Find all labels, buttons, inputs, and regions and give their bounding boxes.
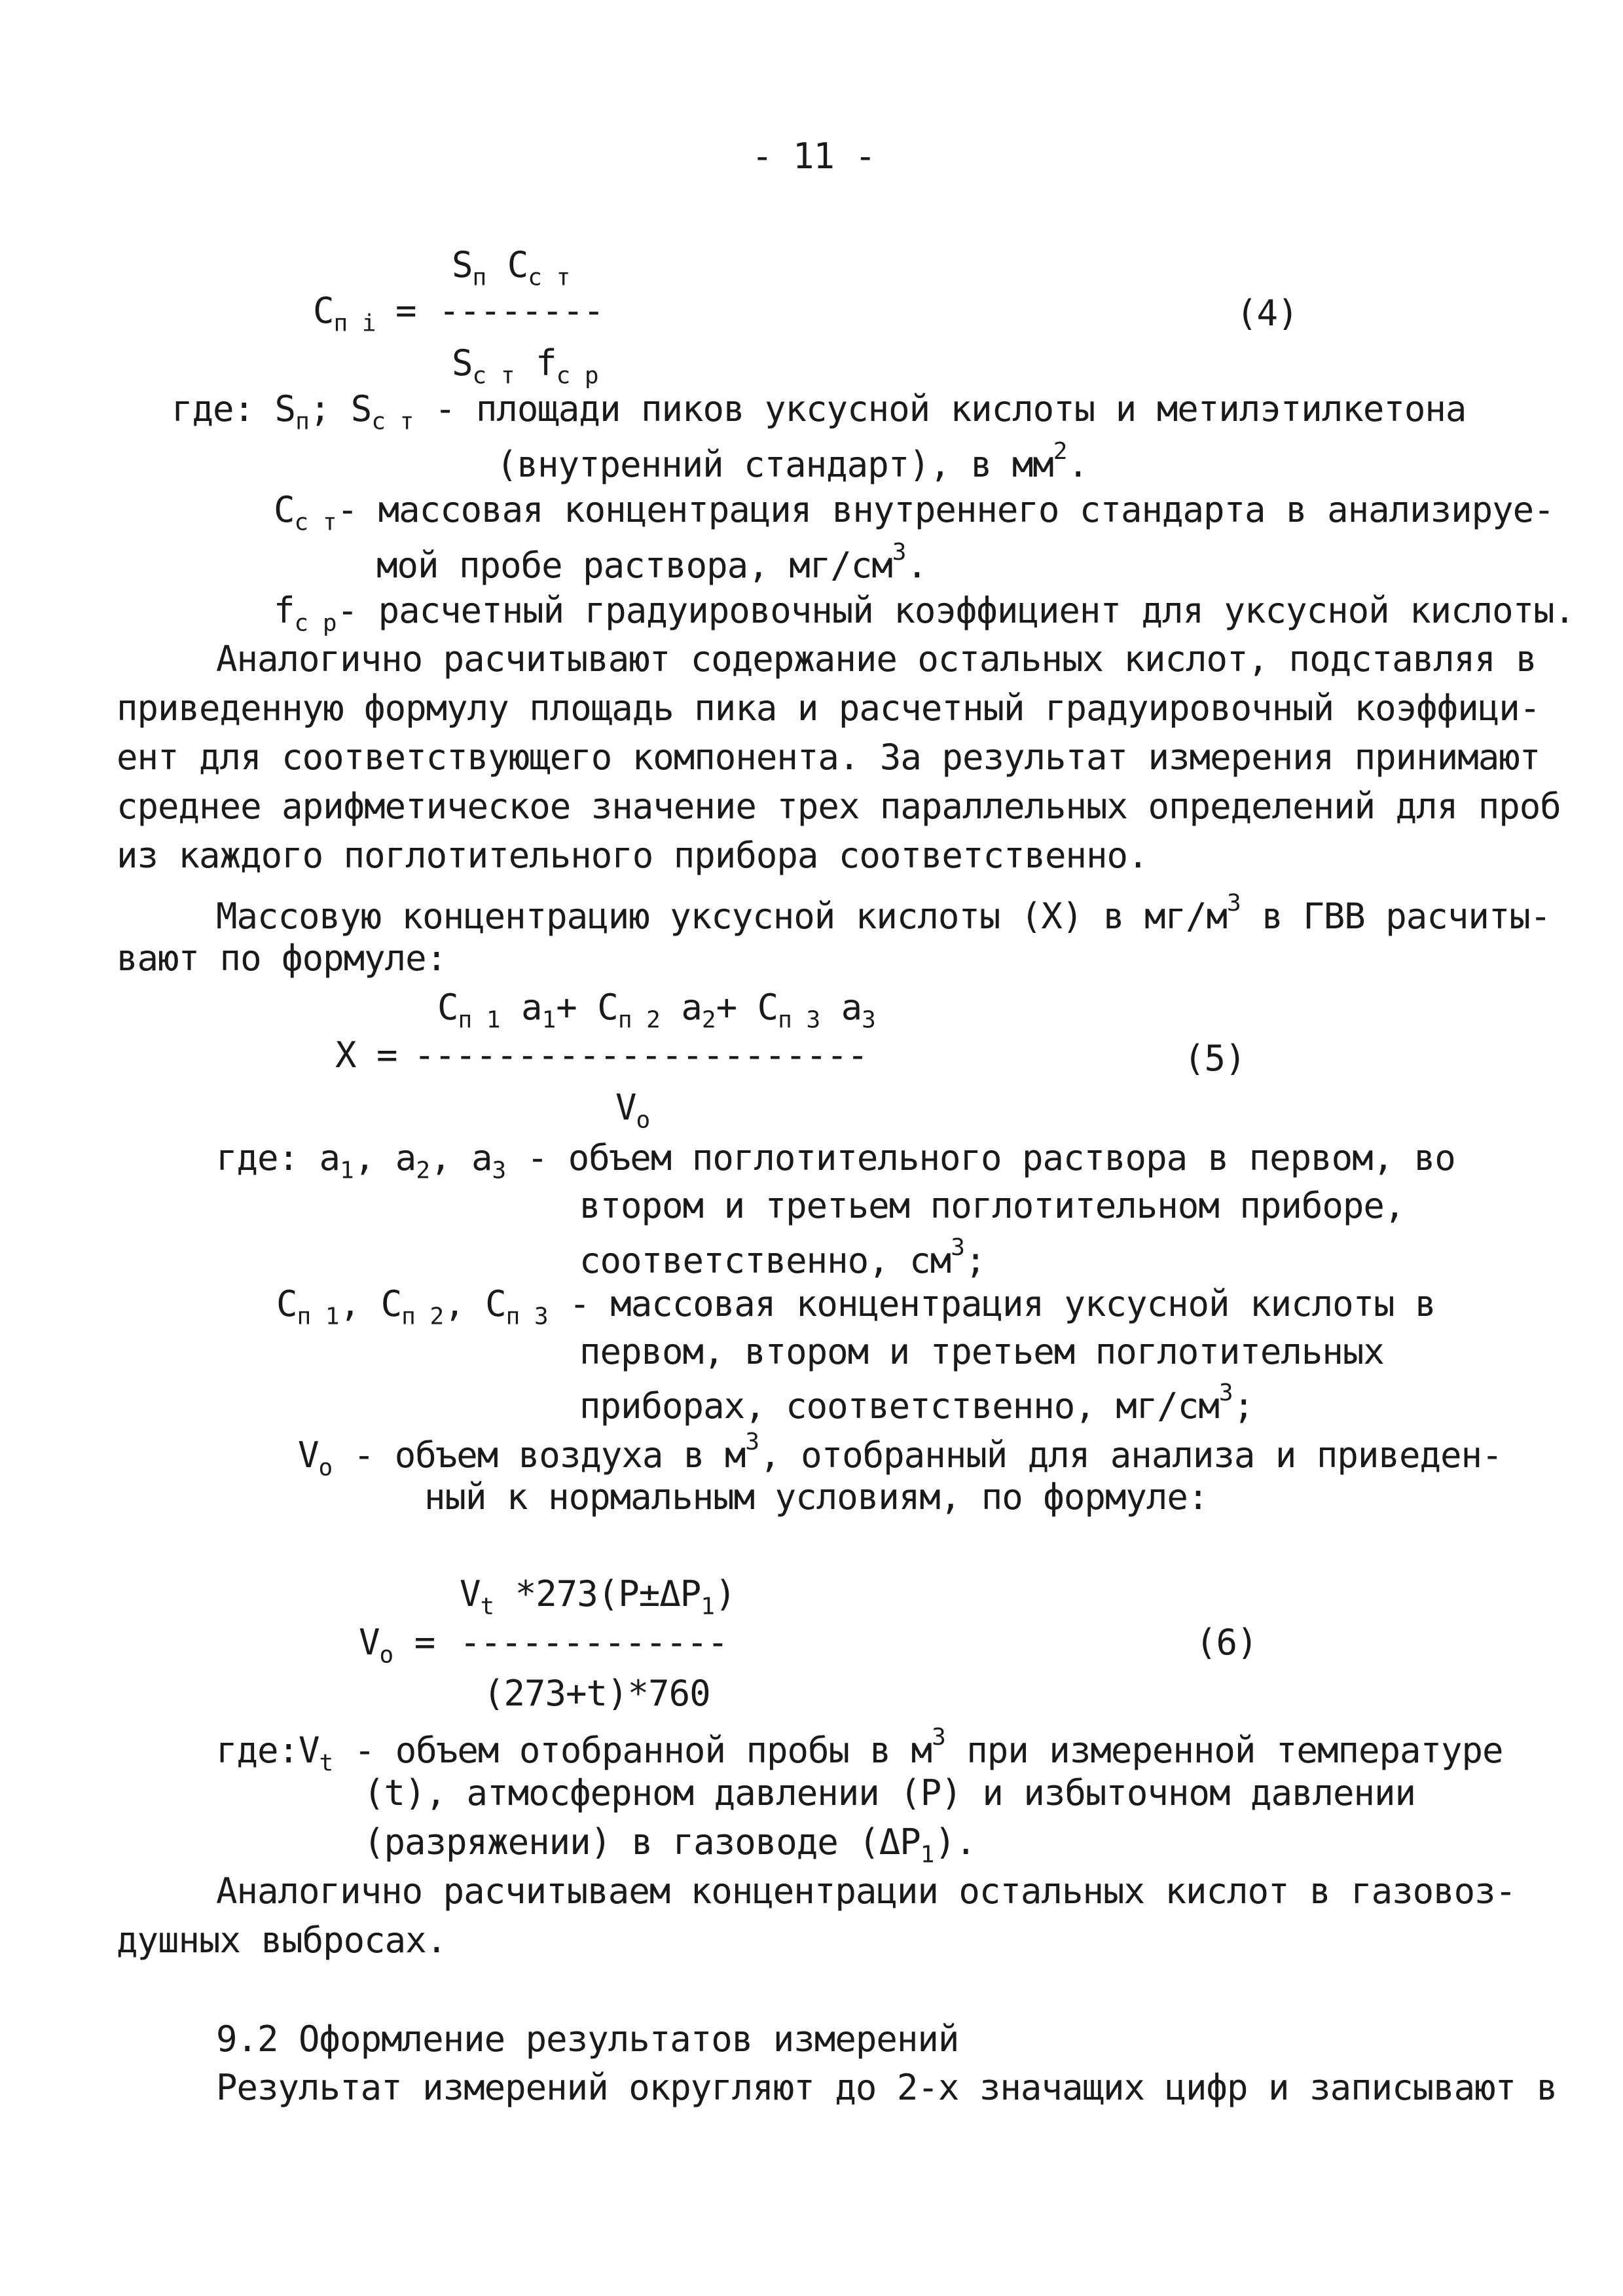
- where-5-line-6: приборах, соответственно, $мг/см^3$;: [579, 1379, 1254, 1427]
- formula-5-denominator: $V_о$: [615, 1087, 651, 1134]
- where-5-line-8: ный к нормальным условиям, по формуле:: [424, 1476, 1209, 1518]
- page-number: - 11 -: [752, 136, 876, 177]
- formula-4-number: (4): [1236, 293, 1298, 334]
- where-4-line-3: $C_{с т}-$ массовая концентрация внутреннего стандарта в анализируе-: [274, 489, 1554, 536]
- where-5-line-7: $V_о$ - объем воздуха в $м^3$, отобранный для анализа и приведен-: [298, 1429, 1503, 1482]
- where-4-line-2: (внутренний стандарт), в $мм^2$.: [496, 438, 1088, 485]
- formula-5-number: (5): [1184, 1038, 1246, 1079]
- formula-6-fraction-bar: -------------: [460, 1622, 728, 1663]
- formula-6-numerator: $V_t$ $*273(P\pm\Delta P_1)$: [460, 1573, 736, 1620]
- formula-6-denominator: (273+t)*760: [483, 1673, 710, 1714]
- where-6-line-3: (разряжении) в газоводе $(\Delta P_1)$.: [363, 1821, 976, 1868]
- formula-6-number: (6): [1195, 1622, 1258, 1663]
- para3-line: душных выбросах.: [117, 1920, 447, 1961]
- where-4-line-4: мой пробе раствора, $мг/см^3$.: [376, 539, 927, 586]
- where-6-line-1: $где:V_t$ - объем отобранной пробы в $м^3$ при измеренной температуре: [216, 1724, 1503, 1777]
- where-5-line-1: где: $a_1$, $a_2$, $a_3$ - объем поглотительного раствора в первом, во: [216, 1137, 1455, 1184]
- para1-line: среднее арифметическое значение трех параллельных определений для проб: [117, 786, 1561, 827]
- section-heading: 9.2 Оформление результатов измерений: [216, 2018, 959, 2060]
- where-4-line-1: где: $S_п$; $S_{с т}$ - площади пиков уксусной кислоты и метилэтилкетона: [172, 388, 1467, 435]
- where-5-line-4: $C_{п 1}$, $C_{п 2}$, $C_{п 3}$ - массовая концентрация уксусной кислоты в: [276, 1283, 1436, 1330]
- formula-5-numerator: $C_{п 1}$ $a_1+ C_{п 2}$ $a_2+ C_{п 3}$ $a_3$: [437, 987, 876, 1034]
- formula-4-equals: =: [395, 290, 416, 331]
- formula-4-lhs: $C_{п i}$: [313, 290, 376, 337]
- section-text: Результат измерений округляют до 2-х значащих цифр и записывают в: [216, 2067, 1558, 2108]
- para2-line-1: Массовую концентрацию уксусной кислоты (X) в $мг/м^3$ в ГВВ расчиты-: [216, 890, 1551, 937]
- formula-4-fraction-bar: --------: [439, 290, 604, 331]
- formula-4-numerator: $S_п$ $C_{с т}$: [452, 244, 571, 291]
- formula-5-fraction-bar: ----------------------: [414, 1034, 868, 1076]
- where-4-line-5: $f_{с р}-$ расчетный градуировочный коэффициент для уксусной кислоты.: [274, 590, 1575, 637]
- formula-6-lhs: $V_о$ =: [359, 1622, 435, 1669]
- formula-4-denominator: $S_{с т}$ $f_{с р}$: [452, 342, 599, 390]
- where-6-line-2: (t), атмосферном давлении (P) и избыточном давлении: [363, 1772, 1416, 1813]
- para2-line-2: вают по формуле:: [117, 938, 447, 979]
- para1-line: из каждого поглотительного прибора соответственно.: [117, 835, 1148, 876]
- formula-5-lhs: X =: [335, 1034, 397, 1076]
- where-5-line-3: соответственно, $см^3$;: [579, 1234, 986, 1281]
- para1-line: Аналогично расчитывают содержание остальных кислот, подставляя в: [216, 638, 1537, 680]
- para1-line: приведенную формулу площадь пика и расчетный градуировочный коэффици-: [117, 687, 1541, 729]
- where-5-line-5: первом, втором и третьем поглотительных: [579, 1331, 1384, 1372]
- para3-line: Аналогично расчитываем концентрации остальных кислот в газовоз-: [216, 1870, 1516, 1912]
- para1-line: ент для соответствующего компонента. За результат измерения принимают: [117, 737, 1541, 778]
- where-5-line-2: втором и третьем поглотительном приборе,: [579, 1185, 1405, 1226]
